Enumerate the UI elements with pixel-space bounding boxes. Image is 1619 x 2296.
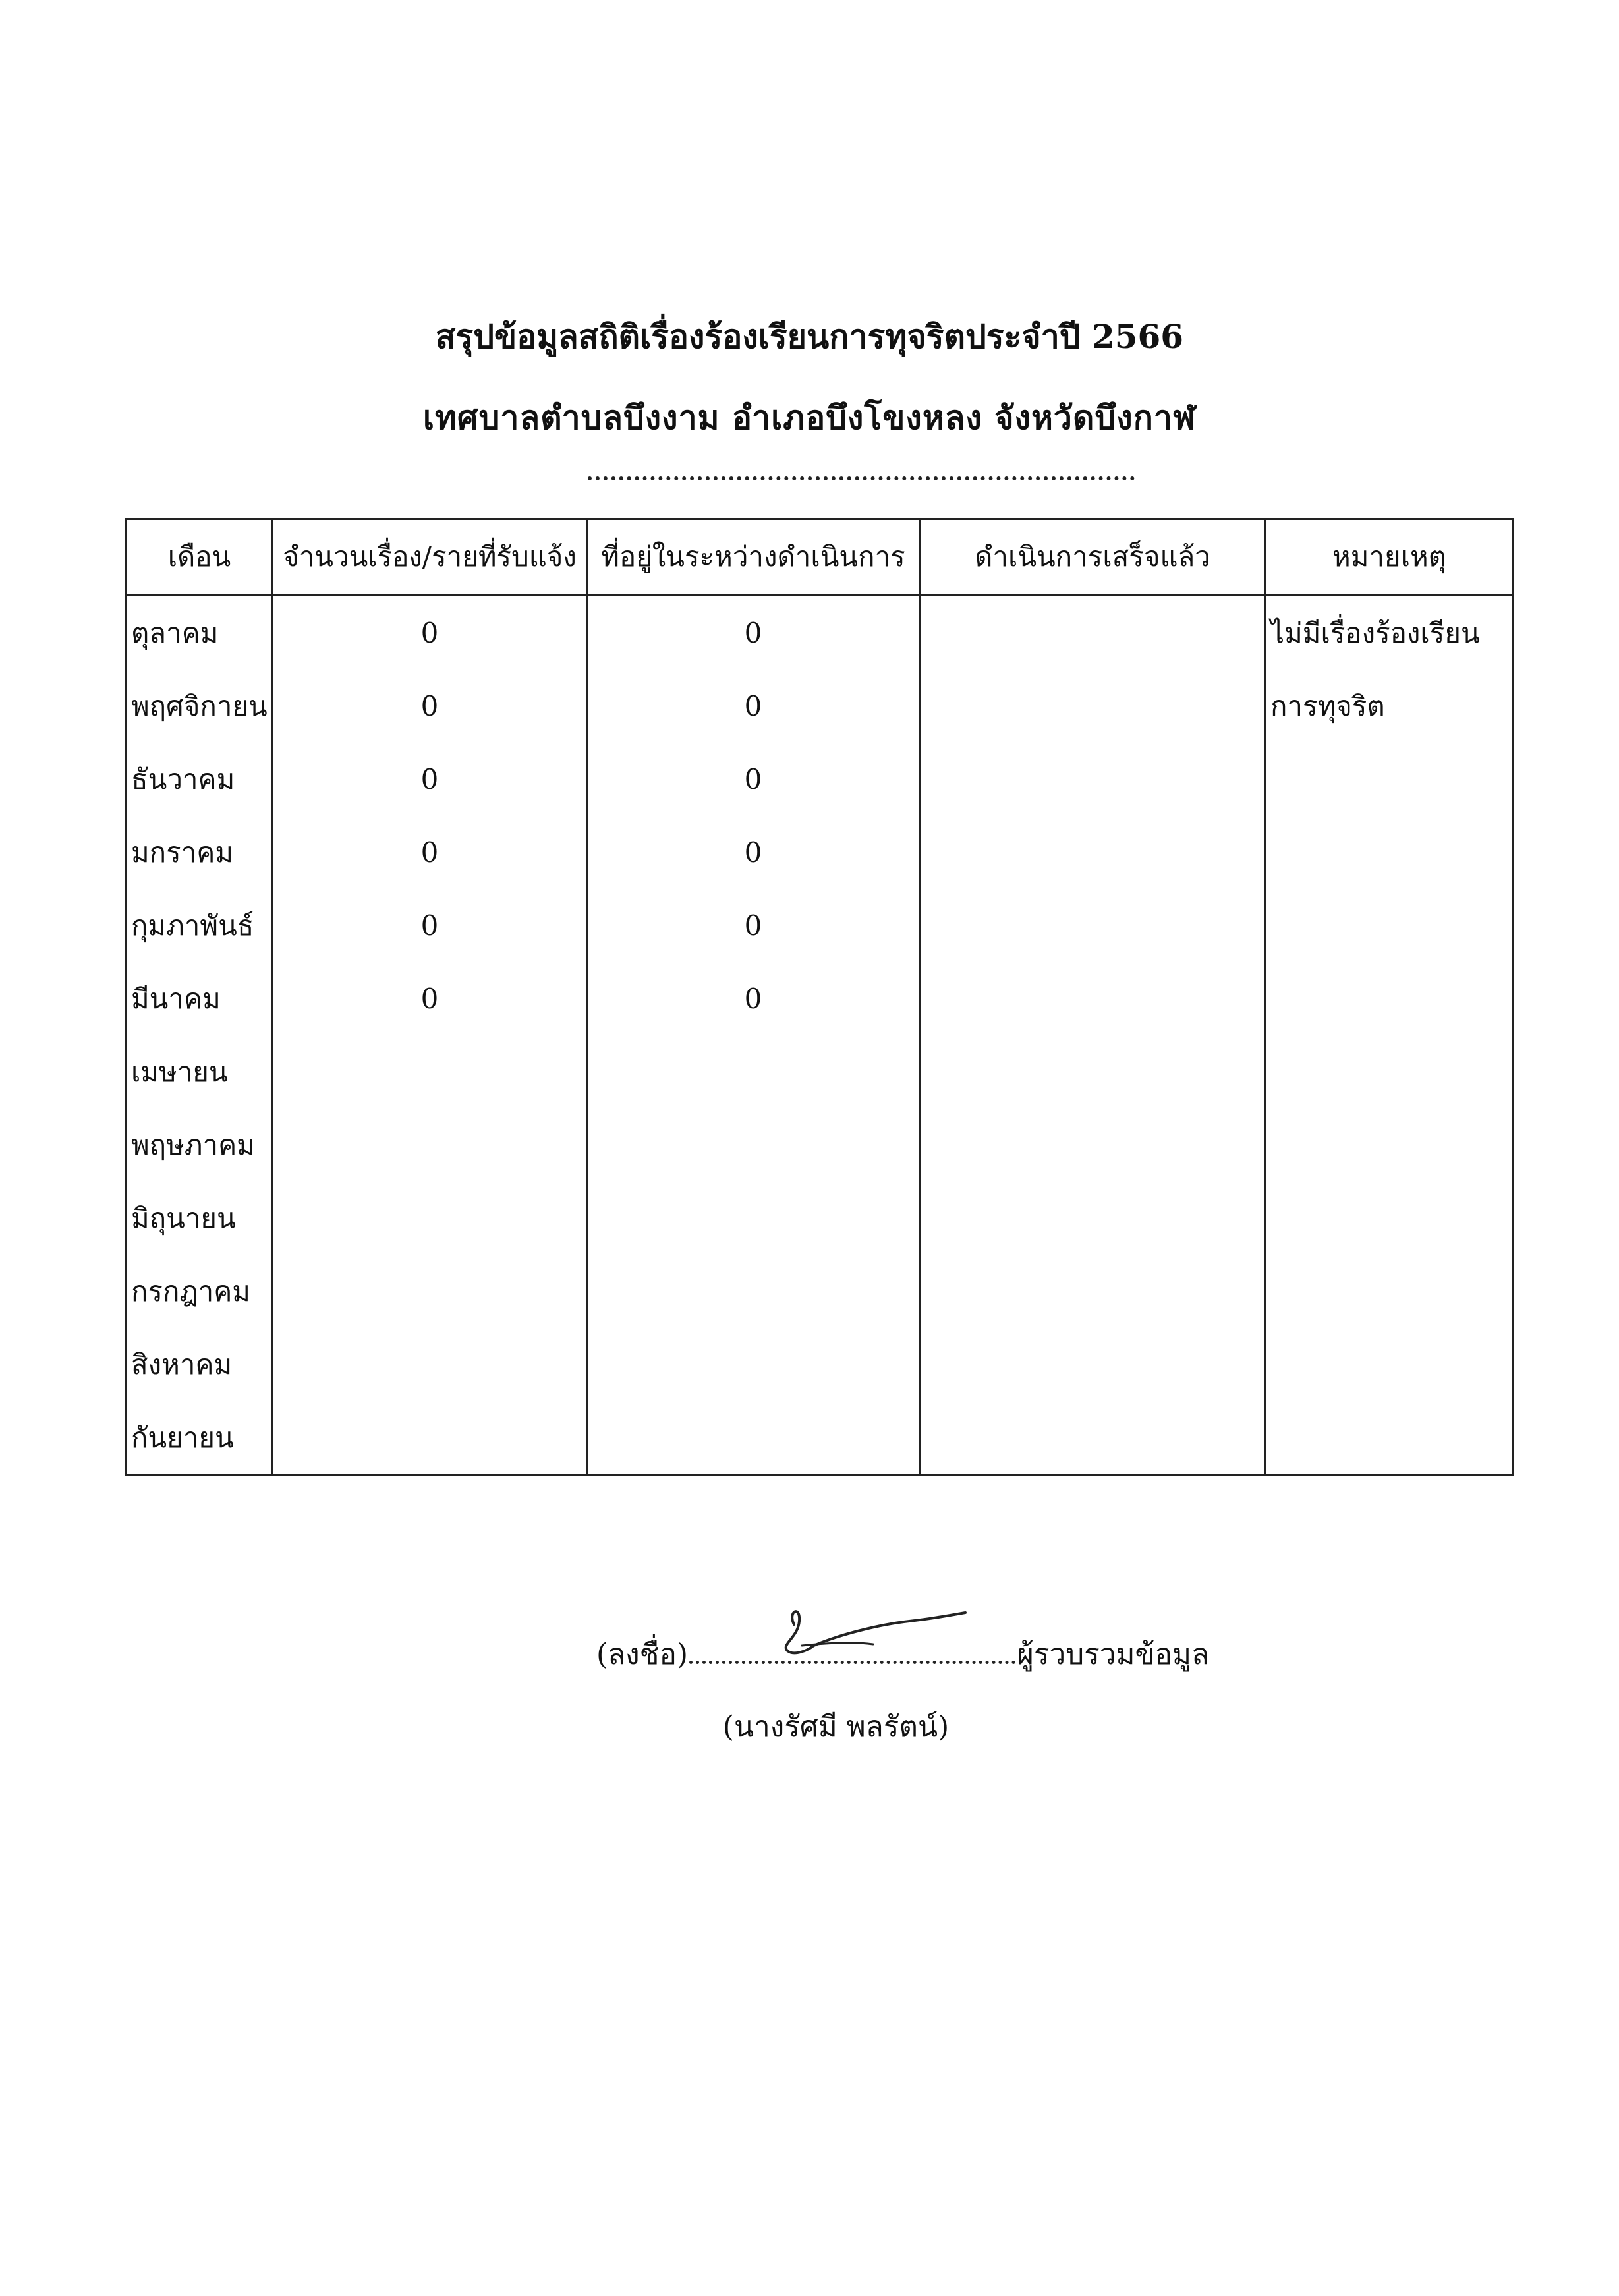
remark-cell — [1266, 1328, 1514, 1401]
remark-cell — [1266, 1035, 1514, 1108]
month-cell: พฤศจิกายน — [127, 670, 273, 743]
document-subtitle: เทศบาลตำบลบึงงาม อำเภอบึงโขงหลง จังหวัดบึงกาฬ — [422, 398, 1197, 437]
in-progress-cell: 0 — [587, 962, 920, 1035]
in-progress-cell: 0 — [587, 889, 920, 962]
received-cell — [273, 1182, 587, 1255]
received-cell: 0 — [273, 962, 587, 1035]
completed-cell — [920, 1108, 1266, 1182]
remark-cell — [1266, 1401, 1514, 1476]
completed-cell — [920, 962, 1266, 1035]
in-progress-cell — [587, 1035, 920, 1108]
table-row — [127, 1328, 1514, 1401]
table-row — [127, 1401, 1514, 1476]
month-cell: กันยายน — [127, 1401, 273, 1476]
signer-name: (นางรัศมี พลรัตน์) — [722, 1710, 950, 1744]
table-row — [127, 962, 1514, 1035]
remark-cell — [1266, 816, 1514, 889]
header-received: จำนวนเรื่อง/รายที่รับแจ้ง — [273, 519, 587, 596]
table-row — [127, 670, 1514, 743]
completed-cell — [920, 816, 1266, 889]
in-progress-cell — [587, 1182, 920, 1255]
header-remark: หมายเหตุ — [1266, 519, 1514, 596]
received-cell — [273, 1255, 587, 1328]
month-cell: มีนาคม — [127, 962, 273, 1035]
table-row — [127, 889, 1514, 962]
table-row — [127, 1035, 1514, 1108]
table-row — [127, 816, 1514, 889]
received-cell — [273, 1108, 587, 1182]
completed-cell — [920, 595, 1266, 670]
header-month: เดือน — [127, 519, 273, 596]
remark-cell: ไม่มีเรื่องร้องเรียน — [1266, 595, 1514, 670]
table-row — [127, 1182, 1514, 1255]
received-cell: 0 — [273, 889, 587, 962]
remark-cell — [1266, 962, 1514, 1035]
in-progress-cell: 0 — [587, 670, 920, 743]
remark-cell — [1266, 889, 1514, 962]
month-cell: มกราคม — [127, 816, 273, 889]
month-cell: พฤษภาคม — [127, 1108, 273, 1182]
handwritten-signature — [768, 1598, 979, 1671]
header-in-progress: ที่อยู่ในระหว่างดำเนินการ — [587, 519, 920, 596]
in-progress-cell: 0 — [587, 816, 920, 889]
completed-cell — [920, 1182, 1266, 1255]
completed-cell — [920, 743, 1266, 816]
received-cell: 0 — [273, 743, 587, 816]
received-cell — [273, 1401, 587, 1476]
in-progress-cell — [587, 1108, 920, 1182]
table-row — [127, 1108, 1514, 1182]
table-row — [127, 595, 1514, 670]
month-cell: ธันวาคม — [127, 743, 273, 816]
remark-cell — [1266, 1108, 1514, 1182]
completed-cell — [920, 1035, 1266, 1108]
in-progress-cell: 0 — [587, 595, 920, 670]
remark-cell — [1266, 1182, 1514, 1255]
document-title: สรุปข้อมูลสถิติเรื่องร้องเรียนการทุจริตประจำปี 2566 — [435, 317, 1184, 356]
received-cell: 0 — [273, 816, 587, 889]
signature-role: ผู้รวบรวมข้อมูล — [1017, 1638, 1209, 1671]
completed-cell — [920, 1401, 1266, 1476]
complaint-statistics-table — [125, 518, 1514, 1476]
in-progress-cell — [587, 1401, 920, 1476]
received-cell: 0 — [273, 670, 587, 743]
header-completed: ดำเนินการเสร็จแล้ว — [920, 519, 1266, 596]
remark-cell — [1266, 743, 1514, 816]
in-progress-cell — [587, 1328, 920, 1401]
received-cell — [273, 1035, 587, 1108]
month-cell: เมษายน — [127, 1035, 273, 1108]
completed-cell — [920, 1328, 1266, 1401]
completed-cell — [920, 1255, 1266, 1328]
signature-prefix: (ลงชื่อ) — [596, 1638, 689, 1671]
month-cell: กุมภาพันธ์ — [127, 889, 273, 962]
remark-cell: การทุจริต — [1266, 670, 1514, 743]
received-cell: 0 — [273, 595, 587, 670]
table-row — [127, 1255, 1514, 1328]
completed-cell — [920, 670, 1266, 743]
table-row — [127, 743, 1514, 816]
in-progress-cell: 0 — [587, 743, 920, 816]
received-cell — [273, 1328, 587, 1401]
completed-cell — [920, 889, 1266, 962]
in-progress-cell — [587, 1255, 920, 1328]
table-header-row — [127, 519, 1514, 596]
month-cell: สิงหาคม — [127, 1328, 273, 1401]
month-cell: กรกฎาคม — [127, 1255, 273, 1328]
month-cell: ตุลาคม — [127, 595, 273, 670]
remark-cell — [1266, 1255, 1514, 1328]
month-cell: มิถุนายน — [127, 1182, 273, 1255]
dotted-underline — [588, 476, 1135, 480]
